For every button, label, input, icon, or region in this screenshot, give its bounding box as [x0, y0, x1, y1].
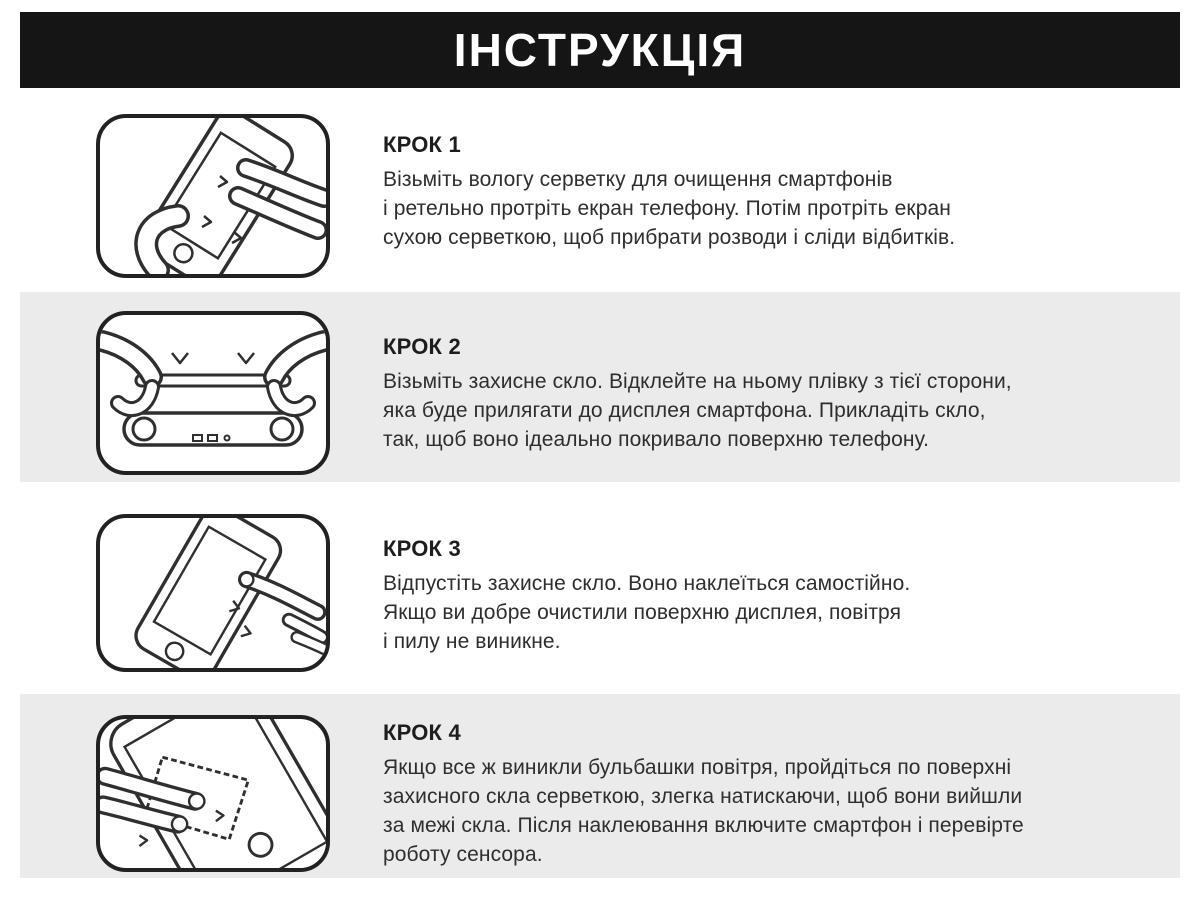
step-1-illustration-frame [96, 114, 330, 278]
step-1-text [383, 132, 955, 252]
step-4-heading: КРОК 4 [383, 720, 461, 745]
step-4-line-1: Якщо все ж виникли бульбашки повітря, пройдіться по поверхні [383, 756, 1012, 779]
step-3-line-2: Якщо ви добре очистили поверхню дисплея, повітря [383, 601, 902, 624]
pointing-finger-drawing [240, 573, 324, 649]
step-4-illustration [100, 719, 326, 868]
step-3-heading: КРОК 3 [383, 536, 461, 561]
step-3-illustration [100, 518, 326, 668]
step-2-heading: КРОК 2 [383, 334, 461, 359]
title-banner [20, 12, 1180, 88]
step-4-text [383, 720, 1024, 869]
left-hand-drawing [102, 341, 152, 409]
step-3-line-1: Відпустіть захисне скло. Воно наклеїться самостійно. [383, 572, 911, 595]
step-4-illustration-frame [96, 715, 330, 872]
step-2-line-3: так, щоб воно ідеально покривало поверхню телефону. [383, 428, 930, 451]
step-1-line-1: Візьміть вологу серветку для очищення смартфонів [383, 168, 893, 191]
step-4-line-3: за межі скла. Після наклеювання включите смартфон і перевірте [383, 814, 1024, 837]
step-2-text [383, 334, 1012, 454]
step-2-line-2: яка буде прилягати до дисплея смартфона. Прикладіть скло, [383, 399, 986, 422]
step-4-line-4: роботу сенсора. [383, 843, 543, 866]
step-1-line-3: сухою серветкою, щоб прибрати розводи і сліди відбитків. [383, 226, 956, 249]
step-3-illustration-frame [96, 514, 330, 672]
step-2-illustration-frame [96, 311, 330, 475]
step-1-illustration [100, 118, 326, 274]
step-2-line-1: Візьміть захисне скло. Відклейте на ньому плівку з тієї сторони, [383, 370, 1012, 393]
step-3-text [383, 536, 910, 656]
down-arrow-icon [172, 353, 254, 363]
page-title: ІНСТРУКЦІЯ [453, 24, 747, 76]
step-4-line-2: захисного скла серветкою, злегка натискаючи, щоб вони вийшли [383, 785, 1023, 808]
right-hand-drawing [274, 341, 324, 409]
step-2-illustration [100, 315, 326, 471]
phone-side-drawing [124, 413, 302, 445]
phone-drawing [137, 118, 298, 274]
step-1-line-2: і ретельно протріть екран телефону. Потім протріть екран [383, 197, 951, 220]
step-3-line-3: і пилу не виникне. [383, 630, 561, 653]
step-1-heading: КРОК 1 [383, 132, 461, 157]
